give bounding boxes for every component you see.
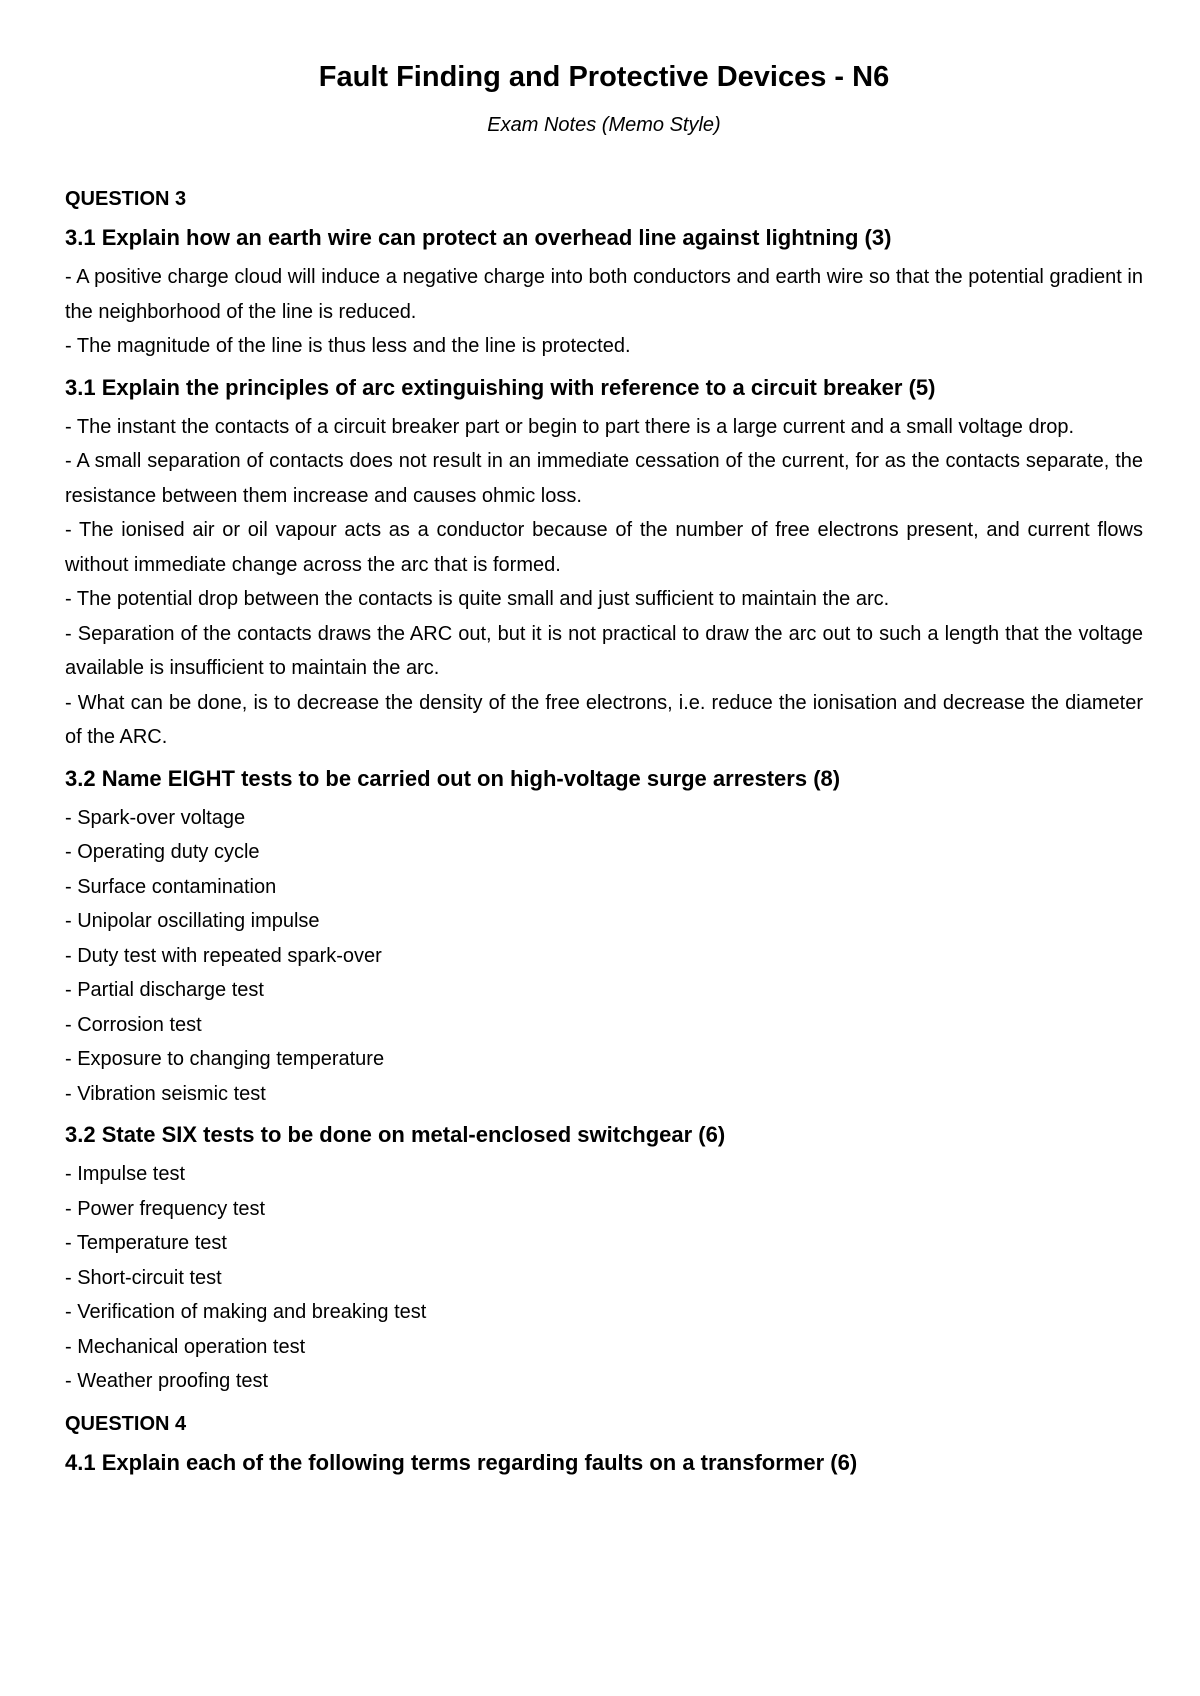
answer-point: - The potential drop between the contacts is quite small and just sufficient to maintain the arc. [65,588,890,610]
list-item: - Surface contamination [65,875,277,898]
question-3-2-heading: 3.2 Name EIGHT tests to be carried out on high-voltage surge arresters (8) [65,765,841,791]
answer-point: - The magnitude of the line is thus less and the line is protected. [65,335,631,357]
switchgear-tests-list [65,1157,1143,1399]
answer-point: - The instant the contacts of a circuit breaker part or begin to part there is a large current and a small voltage drop. [65,415,1075,438]
list-item: - Spark-over voltage [65,806,246,829]
list-item: - Vibration seismic test [65,1082,266,1105]
question-4-1-heading: 4.1 Explain each of the following terms regarding faults on a transformer (6) [65,1449,858,1475]
list-item: - Partial discharge test [65,979,264,1001]
document-title: Fault Finding and Protective Devices - N6 [318,61,890,93]
question-3-1-heading: 3.1 Explain how an earth wire can protect an overhead line against lightning (3) [65,225,892,250]
list-item: - Mechanical operation test [65,1335,306,1358]
question-3-2b-heading: 3.2 State SIX tests to be done on metal-enclosed switchgear (6) [65,1122,726,1147]
list-item: - Short-circuit test [65,1266,222,1289]
question-3-1b-heading: 3.1 Explain the principles of arc extinguishing with reference to a circuit breaker (5) [65,374,936,400]
question-3-label: QUESTION 3 [65,188,187,210]
list-item: - Duty test with repeated spark-over [65,944,382,967]
answer-point: - The ionised air or oil vapour acts as a conductor because of the number of free electrons present, and current flows without immediate change across the arc that is formed. [65,519,1143,576]
list-item: - Impulse test [65,1163,186,1185]
list-item: - Unipolar oscillating impulse [65,910,320,932]
list-item: - Temperature test [65,1232,227,1254]
document-subtitle: Exam Notes (Memo Style) [487,114,721,136]
answer-point: - What can be done, is to decrease the density of the free electrons, i.e. reduce the ionisation and decrease the diameter of the ARC. [65,691,1143,748]
document-page [65,60,1143,1477]
surge-arrester-tests-list [65,801,1143,1112]
answer-point: - A positive charge cloud will induce a negative charge into both conductors and earth wire so that the potential gradient in the neighborhood of the line is reduced. [65,266,1143,323]
list-item: - Weather proofing test [65,1370,269,1392]
answer-point: - A small separation of contacts does not result in an immediate cessation of the current, for as the contacts separate, the resistance between them increase and causes ohmic loss. [65,450,1143,507]
list-item: - Power frequency test [65,1197,266,1220]
question-3-1-answer [65,260,1143,364]
list-item: - Corrosion test [65,1013,202,1036]
question-3-1b-answer [65,410,1143,755]
question-4-label: QUESTION 4 [65,1412,187,1435]
list-item: - Operating duty cycle [65,841,260,863]
list-item: - Verification of making and breaking test [65,1301,427,1323]
answer-point: - Separation of the contacts draws the ARC out, but it is not practical to draw the arc out to such a length that the voltage available is insufficient to maintain the arc. [65,622,1143,679]
list-item: - Exposure to changing temperature [65,1048,385,1070]
